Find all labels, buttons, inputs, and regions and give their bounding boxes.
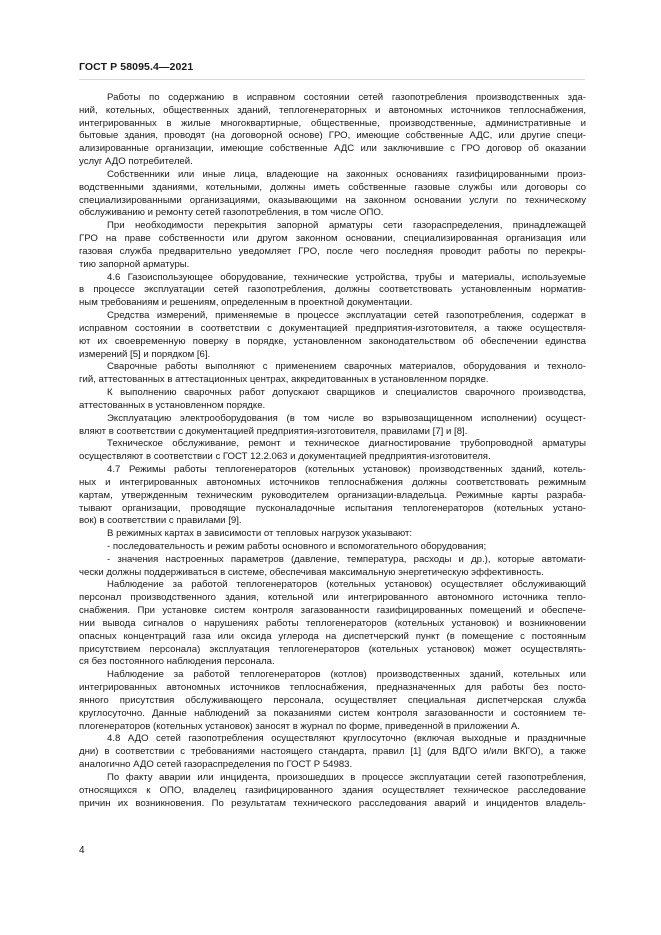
page-number: 4	[79, 845, 85, 856]
text-line: тию запорной арматуры.	[79, 258, 190, 270]
text-line: гий, аттестованных в аттестационных центрах, аккредитованных в установленном порядке.	[79, 374, 489, 386]
text-line: интегрированных в жилые многоквартирные, общественные, производственные, административные и	[79, 117, 586, 129]
text-line: водственными зданиями, котельными, должны иметь собственные газовые службы или договоры со	[79, 181, 586, 193]
text-line: чески должны поддерживаться в системе, обеспечивая максимальную энергетическую эффективность.	[79, 566, 544, 578]
text-line: Работы по содержанию в исправном состоянии сетей газопотребления производственных зда-	[107, 92, 586, 103]
text-line: бытовые здания, проводят (на договорной основе) ГРО, имеющие собственные АДС, или другие специ-	[79, 130, 586, 142]
text-line: плогенераторов (котельных установок) заносят в журнал по форме, приведенной в приложении А.	[79, 720, 520, 732]
text-line: измерений [5] и порядком [6].	[79, 348, 211, 360]
text-line: ют их своевременную поверку в порядке, установленном законодательством об обеспечении единства	[79, 335, 586, 347]
standard-designation: ГОСТ Р 58095.4—2021	[79, 61, 194, 73]
text-line: аттестованных в установленном порядке.	[79, 399, 266, 411]
text-line: газовая служба предварительно уведомляет ГРО, после чего последняя проводит работы по перекры-	[79, 245, 586, 257]
text-line: осуществляют в соответствии с ГОСТ 12.2.063 и документацией предприятия-изготовителя.	[79, 451, 491, 463]
text-line: интегрированных автономных источников теплоснабжения, предназначенных для работы без посто-	[79, 682, 586, 694]
text-line: картам, утвержденным техническим руководителем организации-владельца. Режимные карты разраба-	[79, 489, 586, 501]
text-line: Собственники или иные лица, владеющие на законных основаниях газифицированными произ-	[107, 168, 586, 180]
text-line: вляют в соответствии с документацией предприятия-изготовителя, правилами [7] и [8].	[79, 425, 468, 437]
header-divider	[79, 79, 585, 80]
text-line: 4.6 Газоиспользующее оборудование, технические устройства, трубы и материалы, используемые	[107, 271, 586, 283]
text-line: - значения настроенных параметров (давление, температура, расходы и др.), которые автомати-	[107, 553, 586, 565]
text-line: причин их возникновения. По результатам технического расследования аварий и инцидентов владель-	[79, 797, 586, 809]
text-line: вок) в соответствии с правилами [9].	[79, 515, 242, 527]
text-line: - последовательность и режим работы основного и вспомогательного оборудования;	[107, 540, 487, 552]
text-line: По факту аварии или инцидента, произошедших в процессе эксплуатации сетей газопотребления,	[107, 771, 586, 783]
text-line: ся без постоянного наблюдения персонала.	[79, 656, 275, 668]
text-line: опасных концентраций газа или оксида углерода на диспетчерский пункт (в помещение с постоянным	[79, 630, 586, 642]
text-line: в процессе эксплуатации сетей газопотребления, должны соответствовать установленным норматив-	[79, 284, 586, 296]
text-line: В режимных картах в зависимости от тепловых нагрузок указывают:	[107, 528, 413, 540]
text-line: К выполнению сварочных работ допускают сварщиков и специалистов сварочного производства,	[107, 387, 586, 399]
text-line: Сварочные работы выполняют с применением сварочных материалов, оборудования и техноло-	[107, 361, 586, 373]
text-line: Наблюдение за работой теплогенераторов (котельных установок) осуществляет обслуживающий	[107, 579, 586, 591]
text-line: исправном состоянии в соответствии с документацией предприятия-изготовителя, а также осуществля-	[79, 322, 586, 334]
text-line: специализированными организациями, оказывающими на законном основании услуги по техническому	[79, 194, 586, 206]
text-line: нии вывода сигналов о нарушениях работы теплогенераторов (котельных установок) и возникновении	[79, 617, 586, 629]
text-line: 4.8 АДО сетей газопотребления осуществляют круглосуточно (включая выходные и праздничные	[107, 733, 586, 745]
text-line: ний, котельных, общественных зданий, теплогенераторных и автономных источников теплоснабжения,	[79, 104, 586, 116]
text-line: ных и интегрированных автономных источников теплоснабжения должны соответствовать режимным	[79, 476, 586, 488]
text-line: круглосуточно. Данные наблюдений за показаниями систем контроля загазованности и состоянием те-	[79, 707, 586, 719]
text-line: Техническое обслуживание, ремонт и техническое диагностирование трубопроводной арматуры	[107, 438, 586, 450]
text-line: снабжения. При установке систем контроля загазованности газифицированных помещений и обеспече-	[79, 605, 586, 617]
text-line: дни) в соответствии с требованиями настоящего стандарта, правил [1] (для ВДГО и/или ВКГО), а также	[79, 746, 586, 758]
text-line: персонал производственного здания, котельной или интегрированного автономного источника тепло-	[79, 592, 586, 604]
text-line: относящихся к ОПО, владелец газифицированного здания осуществляет техническое расследование	[79, 784, 586, 796]
text-line: При необходимости перекрытия запорной арматуры сети газораспределения, принадлежащей	[107, 220, 586, 232]
text-line: Наблюдение за работой теплогенераторов (котлов) производственных зданий, котельных или	[107, 669, 586, 681]
text-line: обслуживанию и ремонту сетей газопотребления, в том числе ОПО.	[79, 207, 384, 219]
text-line: аналогично АДО сетей газораспределения по ГОСТ Р 54983.	[79, 759, 353, 771]
text-line: ализированные организации, имеющие собственные АДС или заключившие с ГРО договор об оказании	[79, 143, 586, 155]
document-body	[79, 92, 586, 810]
text-line: ГРО на праве собственности или другом законном основании, специализированная организация или	[79, 233, 586, 245]
text-line: услуг АДО потребителей.	[79, 156, 193, 168]
text-line: Эксплуатацию электрооборудования (в том числе во взрывозащищенном исполнении) осущест-	[107, 412, 586, 424]
text-line: 4.7 Режимы работы теплогенераторов (котельных установок) производственных зданий, котель-	[107, 464, 586, 476]
text-line: ным требованиям и решениям, определенным в проектной документации.	[79, 297, 413, 309]
text-line: Средства измерений, применяемые в процессе эксплуатации сетей газопотребления, содержат в	[107, 310, 586, 322]
text-line: тывают организации, проводящие пусконаладочные испытания теплогенераторов (котельных устано-	[79, 502, 586, 514]
text-line: янного присутствия обслуживающего персонала, осуществляет специальная диспетчерская служба	[79, 694, 586, 706]
text-line: присутствием персонала) эксплуатация теплогенераторов (котельных установок) может осуществлять-	[79, 643, 586, 655]
